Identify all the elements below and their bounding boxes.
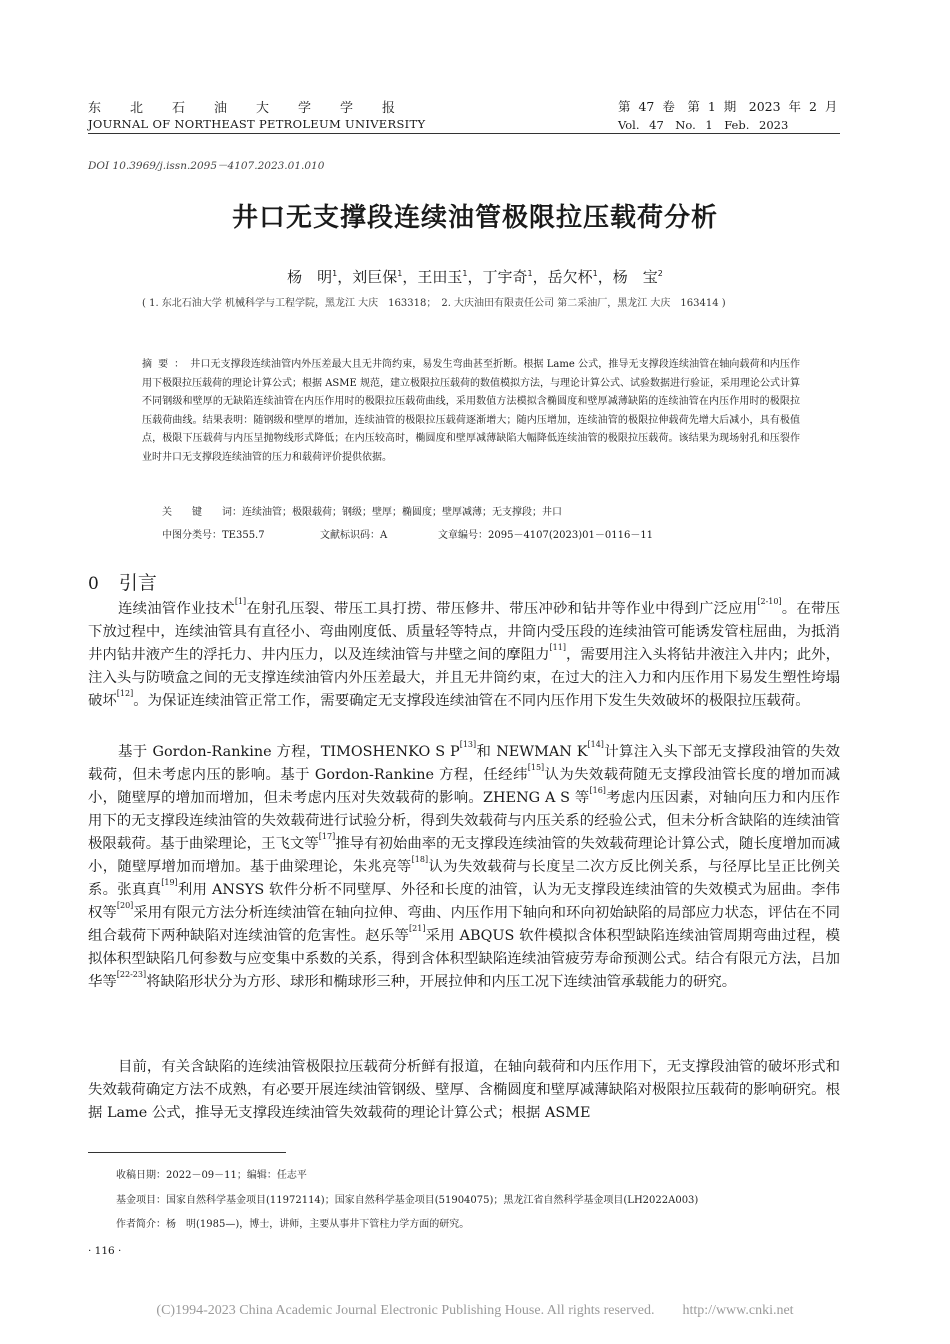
section-heading [88,568,157,595]
copyright-footer: (C)1994-2023 China Academic Journal Electronic Publishing House. All rights reserved. http://www.cnki.net [156,1303,794,1318]
footnote-received: 收稿日期：2022－09－11；编辑：任志平 [116,1170,307,1181]
body-text: 。在带压下放过程中，连续油管具有直径小、弯曲刚度低、质量轻等特点，井筒内受压段的连续油管可能诱发管柱屈曲，为抵消井内钻井液产生的浮托力、井内压力，以及连续油管与井壁之间的摩阻力 [88,601,840,663]
paragraph-3 [88,1056,840,1125]
citation[interactable]: [17] [318,832,336,841]
footnote-author-bio: 作者简介：杨 明(1985—)，博士，讲师，主要从事井下管柱力学方面的研究。 [116,1219,470,1230]
citation[interactable]: [18] [411,855,429,864]
body-text: 在射孔压裂、带压工具打捞、带压修井、带压冲砂和钻井等作业中得到广泛应用 [246,601,758,617]
abstract [142,356,800,467]
citation[interactable]: [11] [549,643,566,652]
citation[interactable]: [19] [161,878,178,887]
author-list: 杨 明$^1$，刘巨保$^1$，王田玉$^1$，丁宇奇$^1$，岳欠杯$^1$，杨 宝$^2$ [287,268,663,286]
citation[interactable]: [12] [116,689,134,698]
paragraph-2 [88,741,840,994]
section-number: 0 [88,574,99,594]
body-text: 采用 ABQUS 软件模拟含体积型缺陷连续油管周期弯曲过程，模拟体积型缺陷几何参数与应变集中系数的关系，得到含体积型缺陷连续油管疲劳寿命预测公式。结合有限元方法，吕加华等 [88,928,840,990]
body-text: 采用有限元方法分析连续油管在轴向拉伸、弯曲、内压作用下轴向和环向初始缺陷的局部应力状态，评估在不同组合载荷下两种缺陷对连续油管的危害性。赵乐等 [88,905,840,944]
body-text: 目前，有关含缺陷的连续油管极限拉压载荷分析鲜有报道，在轴向载荷和内压作用下，无支撑段油管的破坏形式和失效载荷确定方法不成熟，有必要开展连续油管钢级、壁厚、含椭圆度和壁厚减薄缺陷对极限拉压载荷的影响研究。根据 Lame 公式，推导无支撑段连续油管失效载荷的理论计算公式；根据 ASME [88,1059,840,1121]
citation[interactable]: [2-10] [757,597,782,606]
citation[interactable]: [20] [116,901,134,910]
body-text: 推导有初始曲率的无支撑段连续油管的失效载荷理论计算公式，随长度增加而减小，随壁厚增加而增加。基于曲梁理论，朱兆亮等 [88,836,840,875]
citation[interactable]: [14] [587,740,604,749]
citation[interactable]: [1] [234,597,247,606]
author: 刘巨保 [352,268,398,286]
journal-title-en: JOURNAL OF NORTHEAST PETROLEUM UNIVERSITY [88,117,426,131]
issue-info-en: Vol. 47 No. 1 Feb. 2023 [618,118,789,132]
citation[interactable]: [16] [589,786,606,795]
clc-number: 中图分类号：TE355.7 [162,530,265,541]
affiliations: ( 1. 东北石油大学 机械科学与工程学院，黑龙江 大庆 163318； 2. 大庆油田有限责任公司 第二采油厂，黑龙江 大庆 163414 ) [142,298,726,309]
citation[interactable]: [21] [409,924,426,933]
body-text: 连续油管作业技术 [118,601,235,617]
issue-info-cn: 第 47 卷 第 1 期 2023 年 2 月 [618,99,838,114]
paper-title: 井口无支撑段连续油管极限拉压载荷分析 [231,203,718,233]
paragraph-1 [88,598,840,713]
body-text: 和 NEWMAN K [476,744,588,760]
doc-code: 文献标识码：A [320,530,388,541]
body-text: 认为失效载荷与长度呈二次方反比例关系，与径厚比呈正比例关系。张真真 [88,859,840,898]
journal-title-cn: 东北石油大学学报 [88,101,425,116]
article-number: 文章编号：2095－4107(2023)01－0116－11 [438,530,654,541]
footnote-rule [88,1152,286,1153]
body-text: 考虑内压因素，对轴向压力和内压作用下的无支撑段连续油管的失效载荷进行试验分析，得到失效载荷与内压关系的经验公式，但未分析含缺陷的连续油管极限载荷。基于曲梁理论，王飞文等 [88,790,840,852]
keywords-label: 关 键 词： [162,507,242,518]
body-text: 基于 Gordon-Rankine 方程，TIMOSHENKO S P [118,744,460,760]
body-text: 认为失效载荷随无支撑段油管长度的增加而减小，随壁厚的增加而增加，但未考虑内压对失效载荷的影响。ZHENG A S 等 [88,767,840,806]
classification-row [162,526,802,541]
body-text: ，需要用注入头将钻井液注入井内；此外，注入头与防喷盒之间的无支撑连续油管内外压差最大，并且无井筒约束，在过大的注入力和内压作用下易发生塑性垮塌破坏 [88,647,840,709]
body-text: 将缺陷形状分为方形、球形和椭球形三种，开展拉伸和内压工况下连续油管承载能力的研究。 [146,974,737,990]
body-text: 计算注入头下部无支撑段油管的失效载荷，但未考虑内压的影响。基于 Gordon-Rankine 方程，任经纬 [88,744,840,783]
footnote-fund: 基金项目：国家自然科学基金项目(11972114)；国家自然科学基金项目(51904075)；黑龙江省自然科学基金项目(LH2022A003) [116,1195,699,1206]
citation[interactable]: [15] [527,763,545,772]
body-text: 利用 ANSYS 软件分析不同壁厚、外径和长度的油管，认为无支撑段连续油管的失效模式为屈曲。李伟权等 [88,882,840,921]
page-number: · 116 · [88,1245,122,1257]
citation[interactable]: [22-23] [116,970,147,979]
abstract-label: 摘要： [142,359,191,370]
doi[interactable]: DOI 10.3969/j.issn.2095－4107.2023.01.010 [88,160,325,172]
author: 岳欠杯 [547,268,593,286]
keywords-text: 连续油管；极限载荷；钢级；壁厚；椭圆度；壁厚减薄；无支撑段；井口 [242,507,562,518]
abstract-text: 井口无支撑段连续油管内外压差最大且无井筒约束，易发生弯曲甚至折断。根据 Lame 公式，推导无支撑段连续油管在轴向载荷和内压作用下极限拉压载荷的理论计算公式；根据 ASME 规范，建立极限拉压载荷的数值模拟方法，与理论计算公式、试验数据进行验证，采用理论公式计算不同钢级和壁厚的无缺陷连续油管在内压作用时的极限拉压载荷曲线，采用数值方法模拟含椭圆度和壁厚减薄缺陷的连续油管在内压作用时的极限拉压载荷曲线。结果表明：随钢级和壁厚的增加，连续油管的极限拉压载荷逐渐增大；随内压增加，连续油管的极限拉伸载荷先增大后减小，具有极值点，极限下压载荷与内压呈抛物线形式降低；在内压较高时，椭圆度和壁厚减薄缺陷大幅降低连续油管的极限拉压载荷。该结果为现场射孔和压裂作业时井口无支撑段连续油管的压力和载荷评价提供依据。 [142,359,800,463]
author: 丁宇奇 [482,268,528,286]
author: 杨 明 [287,268,333,286]
section-title: 引言 [118,572,157,594]
author: 杨 宝 [612,268,658,286]
header-rule [88,133,840,134]
citation[interactable]: [13] [459,740,477,749]
author: 王田玉 [417,268,463,286]
body-text: 。为保证连续油管正常工作，需要确定无支撑段连续油管在不同内压作用下发生失效破坏的极限拉压载荷。 [133,693,810,709]
keywords [162,503,562,518]
